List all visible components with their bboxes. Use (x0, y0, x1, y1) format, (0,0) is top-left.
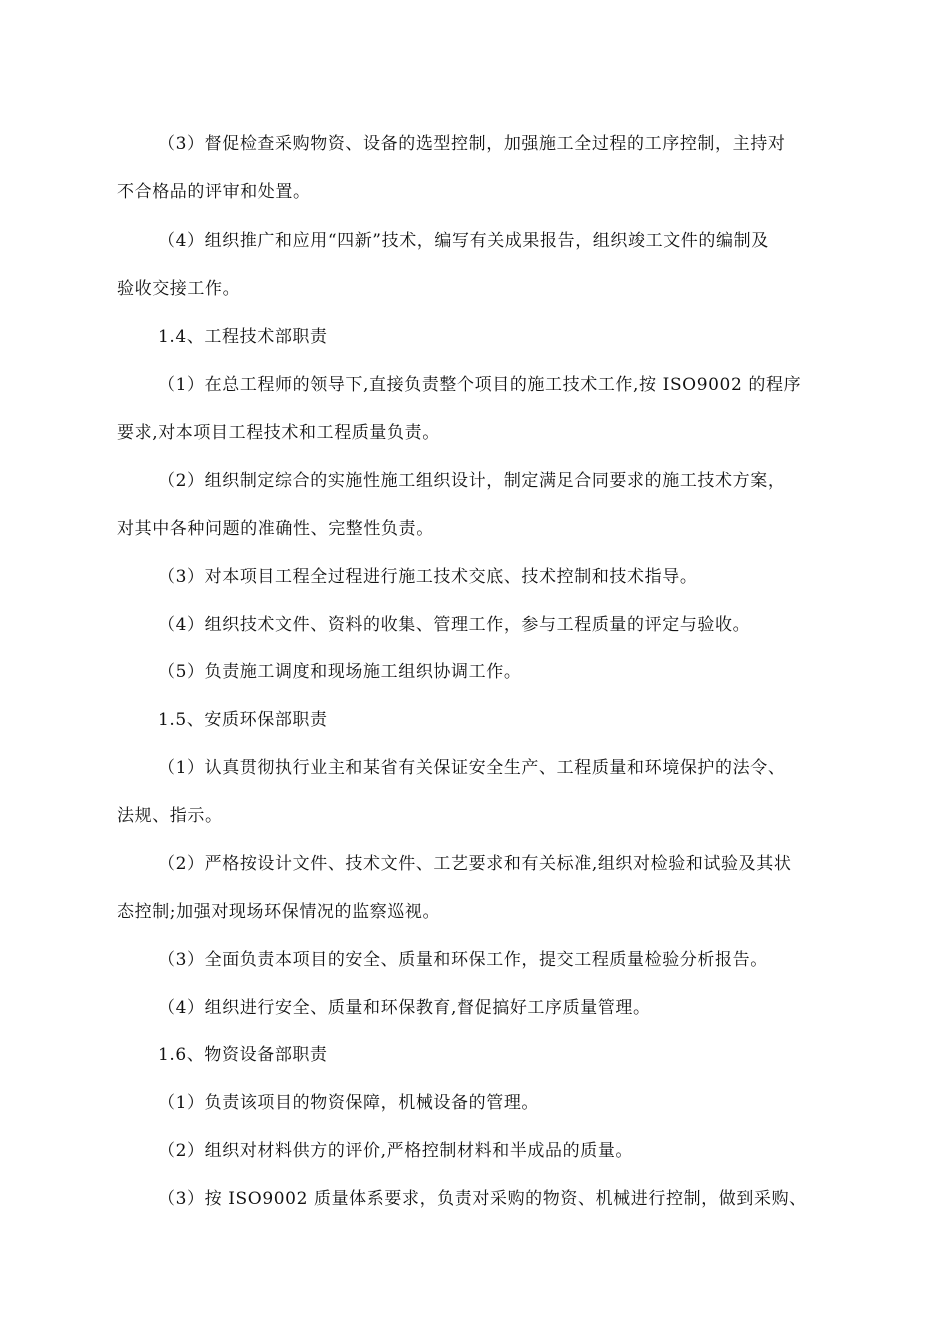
paragraph-line: 验收交接工作。 (117, 279, 241, 299)
section-heading: 1.5、安质环保部职责 (158, 710, 328, 730)
paragraph-line: （3）全面负责本项目的安全、质量和环保工作，提交工程质量检验分析报告。 (158, 950, 768, 970)
section-heading: 1.4、工程技术部职责 (158, 327, 328, 347)
paragraph-line: （1）认真贯彻执行业主和某省有关保证安全生产、工程质量和环境保护的法令、 (158, 758, 786, 778)
paragraph-line: （3）按 ISO9002 质量体系要求，负责对采购的物资、机械进行控制，做到采购、 (158, 1189, 807, 1209)
paragraph-line: 要求,对本项目工程技术和工程质量负责。 (117, 423, 440, 443)
paragraph-line: （4）组织进行安全、质量和环保教育,督促搞好工序质量管理。 (158, 998, 651, 1018)
paragraph-line: 对其中各种问题的准确性、完整性负责。 (117, 519, 434, 539)
paragraph-line: （3）对本项目工程全过程进行施工技术交底、技术控制和技术指导。 (158, 567, 698, 587)
paragraph-line: （1）负责该项目的物资保障，机械设备的管理。 (158, 1093, 540, 1113)
paragraph-line: （5）负责施工调度和现场施工组织协调工作。 (158, 662, 522, 682)
paragraph-line: （4）组织技术文件、资料的收集、管理工作，参与工程质量的评定与验收。 (158, 615, 751, 635)
paragraph-line: （2）组织对材料供方的评价,严格控制材料和半成品的质量。 (158, 1141, 634, 1161)
section-heading: 1.6、物资设备部职责 (158, 1045, 328, 1065)
paragraph-line: 态控制;加强对现场环保情况的监察巡视。 (117, 902, 441, 922)
paragraph-line: （2）组织制定综合的实施性施工组织设计，制定满足合同要求的施工技术方案， (158, 471, 786, 491)
paragraph-line: （4）组织推广和应用“四新”技术，编写有关成果报告，组织竣工文件的编制及 (158, 231, 769, 251)
paragraph-line: 不合格品的评审和处置。 (117, 182, 311, 202)
paragraph-line: （1）在总工程师的领导下,直接负责整个项目的施工技术工作,按 ISO9002 的程序 (158, 375, 802, 395)
paragraph-line: （2）严格按设计文件、技术文件、工艺要求和有关标准,组织对检验和试验及其状 (158, 854, 792, 874)
paragraph-line: （3）督促检查采购物资、设备的选型控制，加强施工全过程的工序控制，主持对 (158, 134, 786, 154)
paragraph-line: 法规、指示。 (117, 806, 223, 826)
